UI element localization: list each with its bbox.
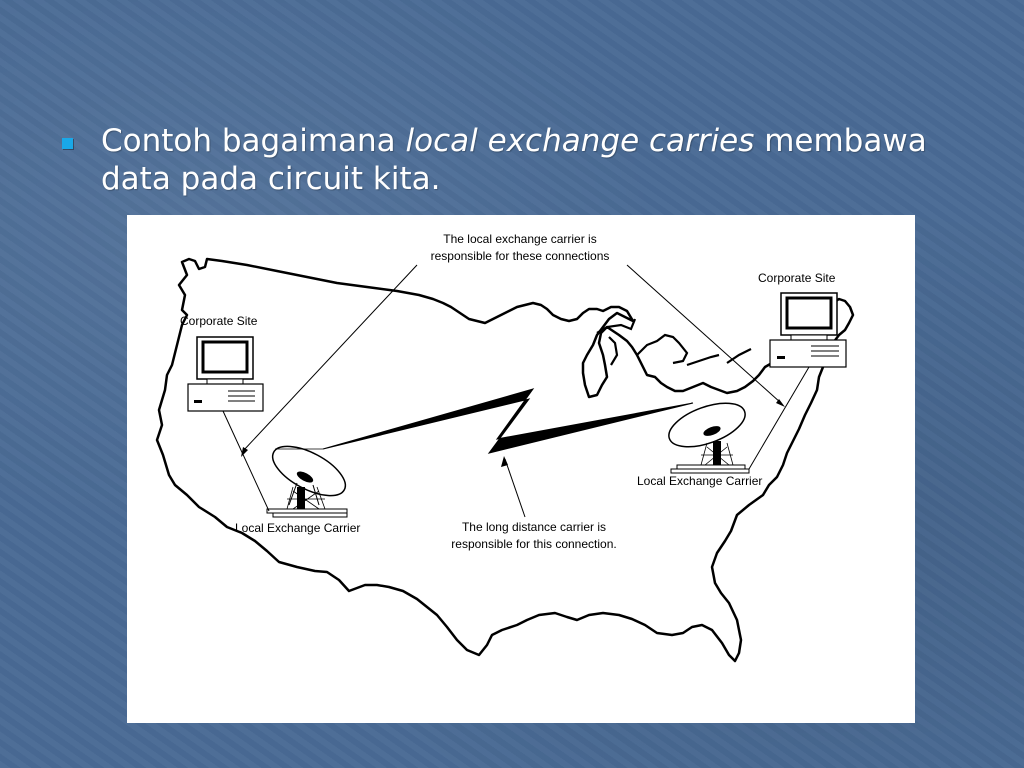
computer-icon-left (188, 337, 263, 411)
long-distance-note-line2: responsible for this connection. (451, 537, 617, 551)
corporate-site-right-label: Corporate Site (758, 271, 836, 285)
bullet-text (101, 122, 931, 198)
bullet-text-italic: local exchange carries (405, 123, 755, 159)
great-lakes (597, 319, 751, 365)
bullet-text-normal-end: membawa data pada circuit kita. (101, 123, 927, 197)
note-pointer-left (243, 265, 417, 451)
bullet-square-icon (62, 138, 73, 149)
corporate-site-left-label: Corporate Site (180, 314, 258, 328)
local-exchange-right-label: Local Exchange Carrier (637, 474, 763, 488)
bullet-text-normal: Contoh bagaimana (101, 123, 396, 159)
network-diagram (127, 215, 915, 723)
local-exchange-left-label: Local Exchange Carrier (235, 521, 361, 535)
long-distance-note-line1: The long distance carrier is (461, 520, 607, 534)
local-carrier-note-line2: responsible for these connections (430, 249, 610, 263)
note-pointer-left-arrowhead (241, 447, 248, 457)
long-distance-note (419, 519, 649, 553)
satellite-dish-icon-left (265, 436, 353, 517)
left-site-to-carrier-line (223, 411, 269, 511)
local-carrier-note-line1: The local exchange carrier is (443, 232, 597, 246)
long-distance-link (323, 389, 693, 453)
long-distance-pointer (505, 459, 525, 517)
diagram-drawing (127, 215, 915, 723)
computer-icon-right (770, 293, 846, 367)
local-carrier-note (395, 231, 645, 265)
